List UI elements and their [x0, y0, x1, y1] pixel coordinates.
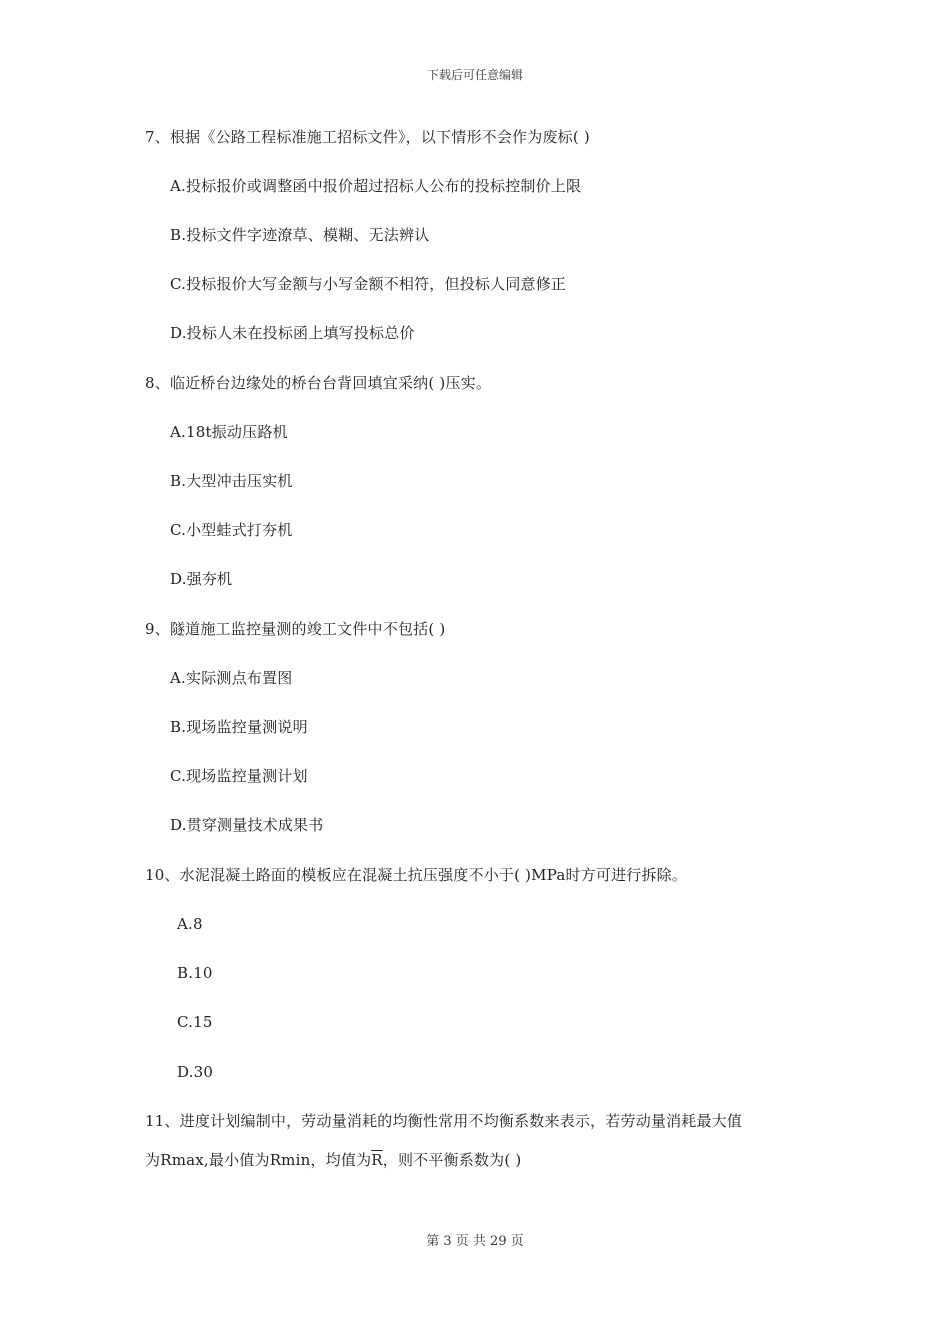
question-9-option-a: A.实际测点布置图: [170, 669, 293, 687]
question-8-option-b: B.大型冲击压实机: [170, 472, 293, 490]
question-9-option-b: B.现场监控量测说明: [170, 718, 308, 736]
question-11-stem-line-1: 11、进度计划编制中，劳动量消耗的均衡性常用不均衡系数来表示，若劳动量消耗最大值: [145, 1112, 743, 1130]
question-8-option-d: D.强夯机: [170, 570, 233, 588]
question-11-stem-line-2-start: 为Rmax,最小值为Rmin，均值为: [145, 1151, 372, 1169]
question-10-option-c: C.15: [177, 1013, 213, 1031]
question-9-option-c: C.现场监控量测计划: [170, 767, 308, 785]
question-11-stem-line-2: [145, 1150, 521, 1170]
r-bar-symbol: $\overline{R}$: [371, 1151, 383, 1169]
question-7-option-b: B.投标文件字迹潦草、模糊、无法辨认: [170, 226, 430, 244]
question-7-stem: 7、根据《公路工程标准施工招标文件》，以下情形不会作为废标( ): [145, 128, 590, 146]
question-8-stem: 8、临近桥台边缘处的桥台台背回填宜采纳( )压实。: [145, 374, 492, 392]
question-10-stem: 10、水泥混凝土路面的模板应在混凝土抗压强度不小于( )MPa时方可进行拆除。: [145, 866, 688, 884]
page-header: 下载后可任意编辑: [426, 68, 523, 82]
page-footer: 第 3 页 共 29 页: [426, 1234, 524, 1249]
question-9-stem: 9、隧道施工监控量测的竣工文件中不包括( ): [145, 620, 446, 638]
question-7-option-a: A.投标报价或调整函中报价超过招标人公布的投标控制价上限: [170, 177, 582, 195]
question-11-stem-line-2-end: ，则不平衡系数为( ): [382, 1151, 522, 1169]
question-10-option-d: D.30: [177, 1063, 214, 1081]
question-7-option-c: C.投标报价大写金额与小写金额不相符，但投标人同意修正: [170, 275, 567, 293]
question-8-option-c: C.小型蛙式打夯机: [170, 521, 293, 539]
question-8-option-a: A.18t振动压路机: [170, 423, 288, 441]
question-10-option-b: B.10: [177, 964, 213, 982]
question-10-option-a: A.8: [177, 915, 203, 933]
question-9-option-d: D.贯穿测量技术成果书: [170, 816, 324, 834]
question-7-option-d: D.投标人未在投标函上填写投标总价: [170, 324, 415, 342]
